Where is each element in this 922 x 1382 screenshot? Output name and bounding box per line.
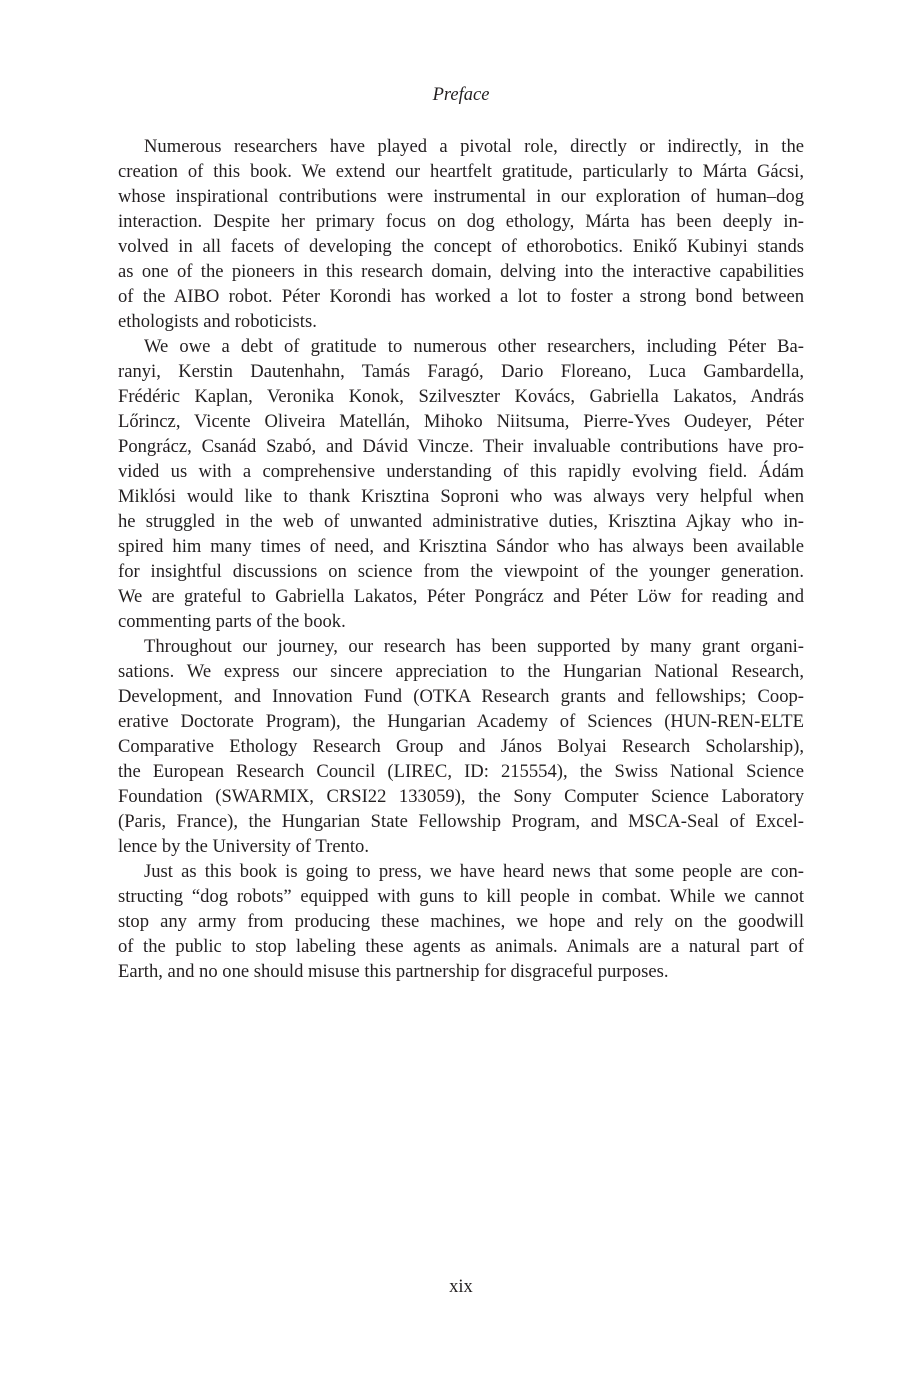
text-line: commenting parts of the book. bbox=[118, 611, 346, 632]
text-line: Miklósi would like to thank Krisztina Soproni who was always very helpful when bbox=[118, 486, 804, 507]
text-line: whose inspirational contributions were instrumental in our exploration of human–dog bbox=[118, 186, 804, 207]
text-line: ethologists and roboticists. bbox=[118, 311, 317, 332]
text-line: Throughout our journey, our research has been supported by many grant organi- bbox=[144, 636, 804, 657]
text-line: structing “dog robots” equipped with guns to kill people in combat. While we cannot bbox=[118, 886, 804, 907]
text-line: Numerous researchers have played a pivotal role, directly or indirectly, in the bbox=[144, 136, 804, 157]
text-line: as one of the pioneers in this research domain, delving into the interactive capabilities bbox=[118, 261, 804, 282]
paragraph-grant-support bbox=[118, 634, 804, 859]
text-line: Foundation (SWARMIX, CRSI22 133059), the Sony Computer Science Laboratory bbox=[118, 786, 804, 807]
text-line: Frédéric Kaplan, Veronika Konok, Szilveszter Kovács, Gabriella Lakatos, András bbox=[118, 386, 804, 407]
preface-body bbox=[118, 134, 804, 984]
text-line: ranyi, Kerstin Dautenhahn, Tamás Faragó, Dario Floreano, Luca Gambardella, bbox=[118, 361, 804, 382]
text-line: he struggled in the web of unwanted administrative duties, Krisztina Ajkay who in- bbox=[118, 511, 804, 532]
text-line: creation of this book. We extend our heartfelt gratitude, particularly to Márta Gácsi, bbox=[118, 161, 804, 182]
text-line: volved in all facets of developing the concept of ethorobotics. Enikő Kubinyi stands bbox=[118, 236, 804, 257]
text-line: stop any army from producing these machines, we hope and rely on the goodwill bbox=[118, 911, 804, 932]
text-line: for insightful discussions on science from the viewpoint of the younger generation. bbox=[118, 561, 804, 582]
text-line: sations. We express our sincere appreciation to the Hungarian National Research, bbox=[118, 661, 804, 682]
text-line: Comparative Ethology Research Group and János Bolyai Research Scholarship), bbox=[118, 736, 804, 757]
text-line: We owe a debt of gratitude to numerous other researchers, including Péter Ba- bbox=[144, 336, 804, 357]
paragraph-dog-robots-note bbox=[118, 859, 804, 984]
text-line: Pongrácz, Csanád Szabó, and Dávid Vincze. Their invaluable contributions have pro- bbox=[118, 436, 804, 457]
text-line: erative Doctorate Program), the Hungarian Academy of Sciences (HUN-REN-ELTE bbox=[118, 711, 804, 732]
running-head: Preface bbox=[432, 85, 490, 105]
text-line: Just as this book is going to press, we have heard news that some people are con- bbox=[144, 861, 804, 882]
text-line: (Paris, France), the Hungarian State Fellowship Program, and MSCA-Seal of Excel- bbox=[118, 811, 804, 832]
text-line: Earth, and no one should misuse this partnership for disgraceful purposes. bbox=[118, 961, 669, 982]
page-number: xix bbox=[449, 1277, 473, 1297]
text-line: of the AIBO robot. Péter Korondi has worked a lot to foster a strong bond between bbox=[118, 286, 804, 307]
text-line: Lőrincz, Vicente Oliveira Matellán, Mihoko Niitsuma, Pierre-Yves Oudeyer, Péter bbox=[118, 411, 804, 432]
text-line: the European Research Council (LIREC, ID: 215554), the Swiss National Science bbox=[118, 761, 804, 782]
text-line: spired him many times of need, and Krisztina Sándor who has always been available bbox=[118, 536, 804, 557]
text-line: We are grateful to Gabriella Lakatos, Péter Pongrácz and Péter Löw for reading and bbox=[118, 586, 804, 607]
paragraph-acknowledgements-core bbox=[118, 134, 804, 334]
paragraph-other-researchers bbox=[118, 334, 804, 634]
text-line: interaction. Despite her primary focus on dog ethology, Márta has been deeply in- bbox=[118, 211, 804, 232]
text-line: lence by the University of Trento. bbox=[118, 836, 369, 857]
text-line: vided us with a comprehensive understanding of this rapidly evolving field. Ádám bbox=[118, 461, 804, 482]
text-line: of the public to stop labeling these agents as animals. Animals are a natural part of bbox=[118, 936, 804, 957]
text-line: Development, and Innovation Fund (OTKA Research grants and fellowships; Coop- bbox=[118, 686, 804, 707]
